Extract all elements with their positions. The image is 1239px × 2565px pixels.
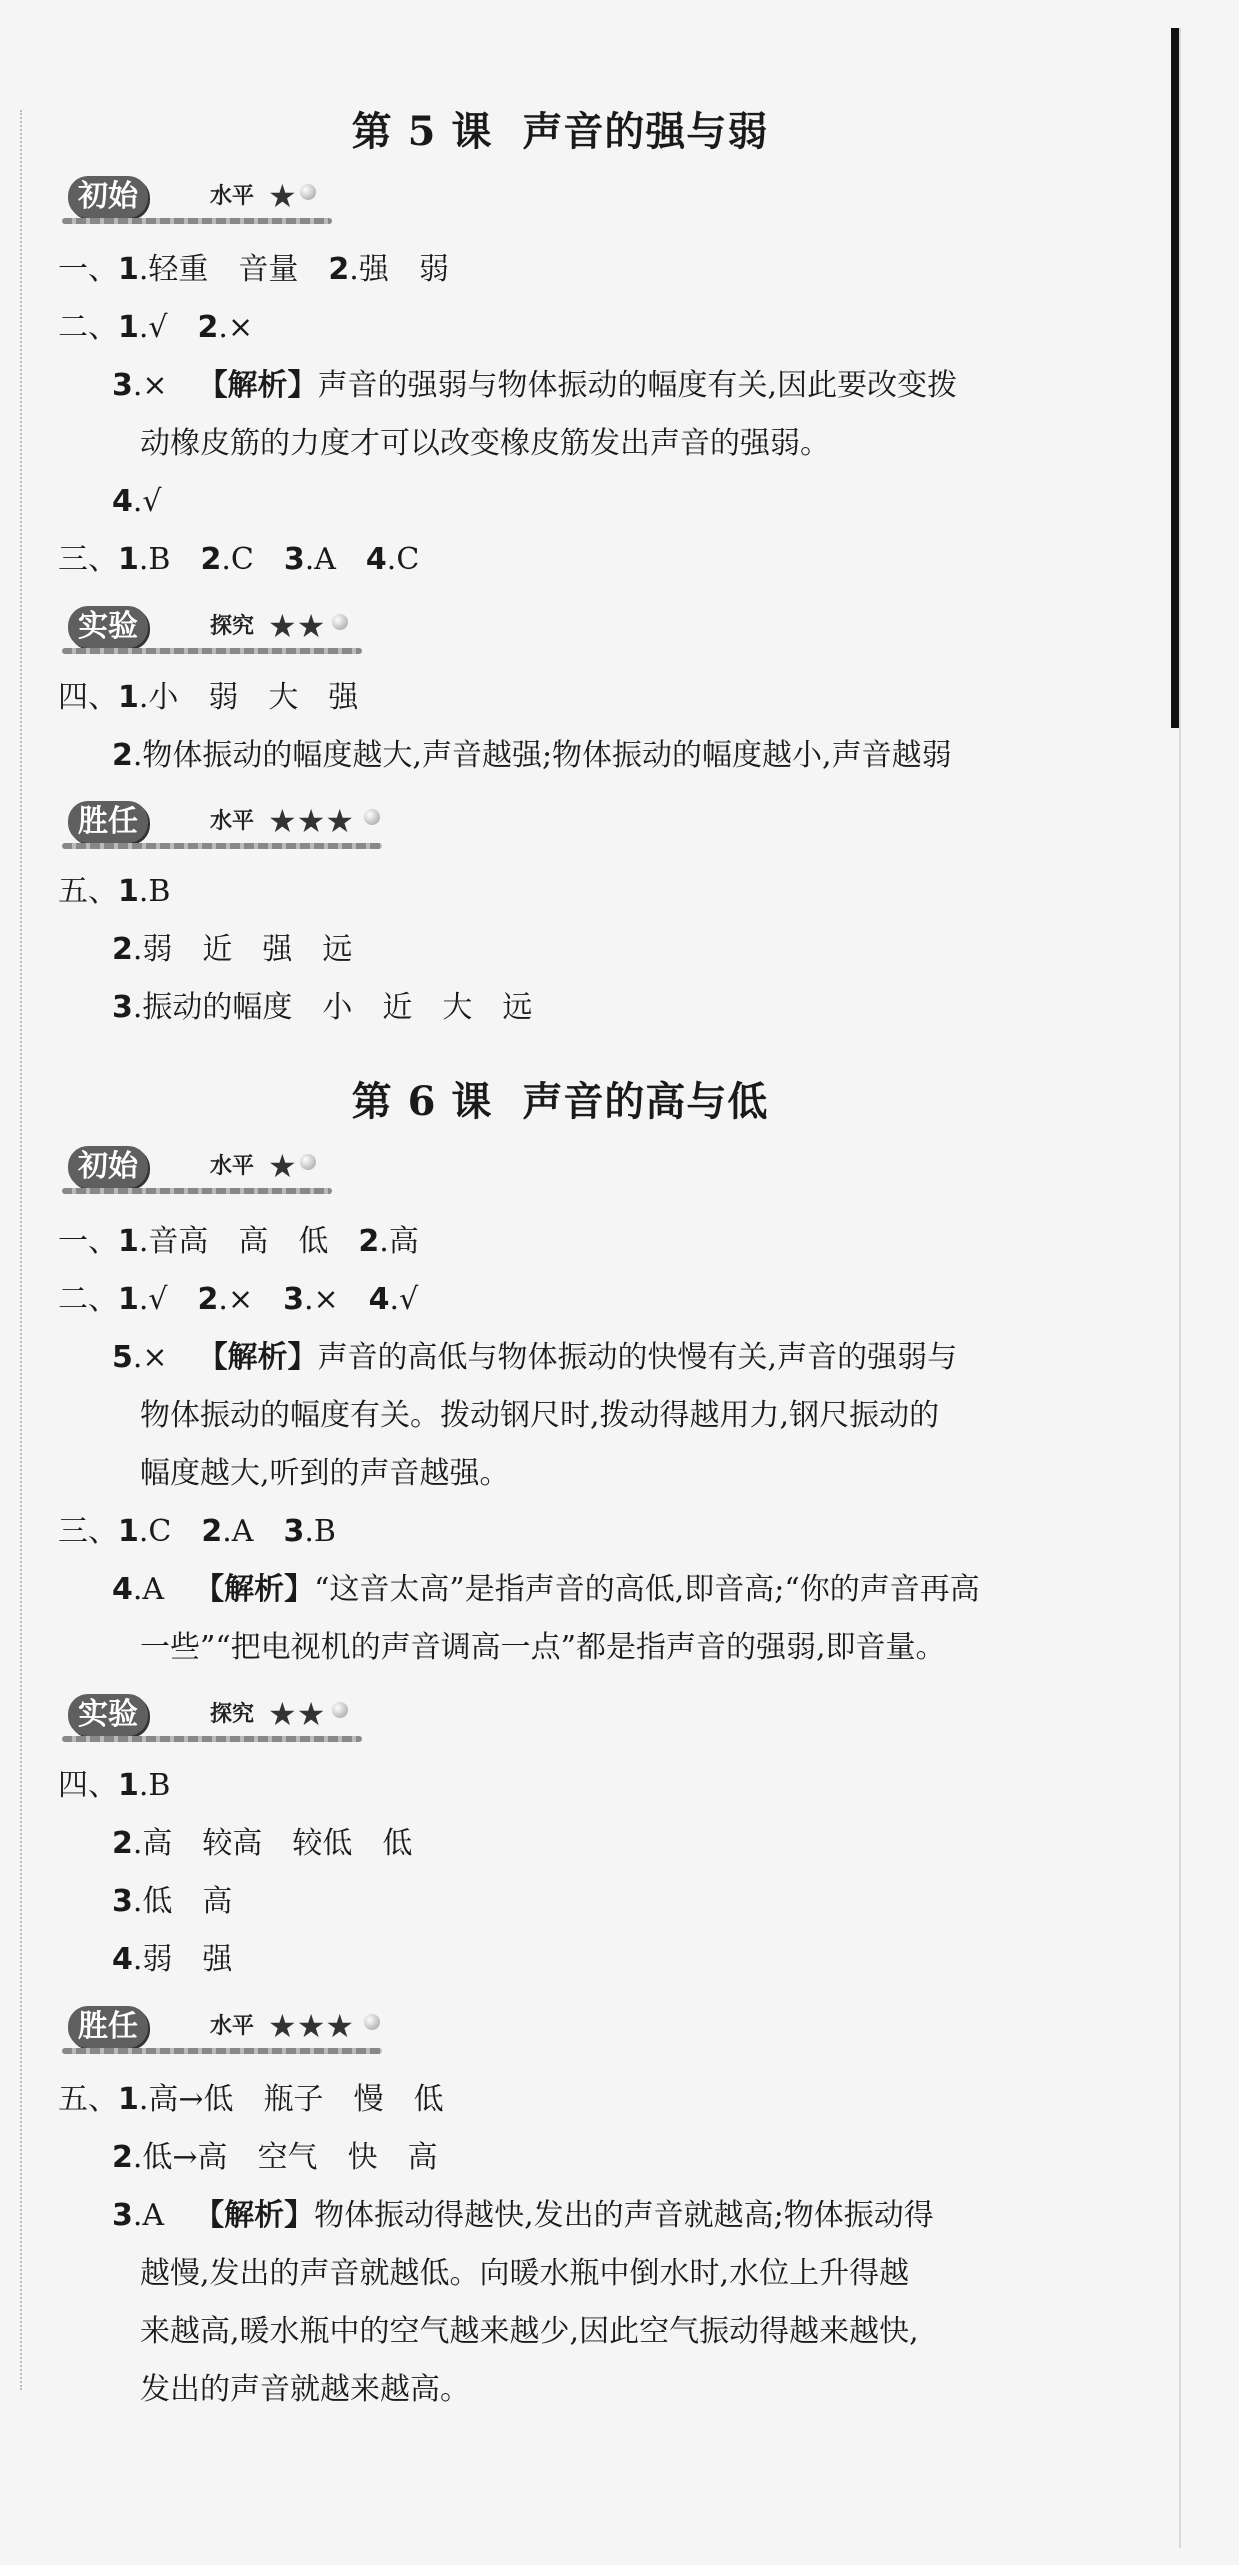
circle-icon <box>300 1154 316 1170</box>
item-number: 1 <box>118 680 139 715</box>
l6-line-4 <box>140 1396 939 1436</box>
badge-level: 水平 <box>210 2014 255 2039</box>
item-number: 2 <box>112 1826 133 1861</box>
answer: .强 <box>349 252 389 287</box>
l5-line-3 <box>112 366 957 406</box>
section-number: 四、 <box>58 680 118 715</box>
item-number: 2 <box>200 542 222 577</box>
l6-line-16 <box>140 2254 909 2294</box>
badge-tag: 初始 <box>68 176 148 218</box>
answer: 强 <box>202 1942 233 1977</box>
l5-line-7 <box>58 678 358 718</box>
item-number: 3 <box>112 990 133 1025</box>
l5-line-11 <box>112 988 532 1028</box>
answer: .× <box>218 1282 254 1317</box>
item-number: 1 <box>118 2082 139 2117</box>
item-number: 4 <box>365 542 387 577</box>
item-number: 2 <box>201 1514 223 1549</box>
item-number: 1 <box>118 1224 139 1259</box>
l6-line-9 <box>58 1766 170 1806</box>
explanation-text: 声音的强弱与物体振动的幅度有关,因此要改变拨 <box>317 368 958 403</box>
answer: .B <box>138 542 171 577</box>
l5-line-1 <box>58 250 449 290</box>
badge-tag: 胜任 <box>68 2006 148 2048</box>
answer: .音高 <box>138 1224 209 1259</box>
item-number: 2 <box>197 310 219 345</box>
answer: .× <box>218 310 254 345</box>
badge-tag: 实验 <box>68 1694 148 1736</box>
answer: .A <box>132 2198 165 2233</box>
l6-line-8 <box>140 1628 946 1668</box>
answer: 远 <box>502 990 533 1025</box>
l6-line-6 <box>58 1512 336 1552</box>
lesson5-title-number: 第 5 课 <box>351 108 493 155</box>
answer: 近 <box>202 932 233 967</box>
l5-line-10 <box>112 930 352 970</box>
star-icon: ★★ <box>268 1695 326 1733</box>
item-number: 2 <box>112 738 133 773</box>
answer: 高 <box>202 1884 233 1919</box>
answer: .物体振动的幅度越大,声音越强;物体振动的幅度越小,声音越弱 <box>132 738 952 773</box>
wave-underline <box>62 648 362 654</box>
answer: .C <box>138 1514 172 1549</box>
item-number: 1 <box>118 1514 139 1549</box>
answer: .× <box>303 1282 339 1317</box>
analysis-tag: 【解析】 <box>194 1572 315 1607</box>
item-number: 4 <box>112 1572 133 1607</box>
l6-line-17 <box>140 2312 919 2352</box>
answer: .C <box>221 542 254 577</box>
section-number: 四、 <box>58 1768 118 1803</box>
answer: .弱 <box>132 1942 173 1977</box>
answer: .√ <box>138 310 168 345</box>
l5-line-8 <box>112 736 952 776</box>
circle-icon <box>364 809 380 825</box>
item-number: 5 <box>112 1340 133 1375</box>
lesson5-title <box>0 100 1120 157</box>
wave-underline <box>62 1736 362 1742</box>
wave-underline <box>62 1188 332 1194</box>
answer: 高 <box>407 2140 438 2175</box>
answer: .√ <box>132 484 162 519</box>
star-icon: ★ <box>268 1147 297 1185</box>
wave-underline <box>62 843 382 849</box>
answer: .A <box>222 1514 254 1549</box>
page-edge-bar <box>1171 28 1179 728</box>
answer: .振动的幅度 <box>132 990 293 1025</box>
section-number: 三、 <box>58 542 118 577</box>
answer: 高 <box>238 1224 269 1259</box>
answer: 低 <box>382 1826 413 1861</box>
section-number: 五、 <box>58 2082 118 2117</box>
l6-line-7 <box>112 1570 980 1610</box>
item-number: 3 <box>283 542 305 577</box>
lesson6-title-number: 第 6 课 <box>351 1078 493 1125</box>
answer: .低 <box>132 1884 173 1919</box>
answer: .高 <box>132 1826 173 1861</box>
l5-line-9 <box>58 872 170 912</box>
badge-tag: 实验 <box>68 606 148 648</box>
explanation-text: 发出的声音就越来越高。 <box>140 2372 470 2407</box>
answer: 大 <box>442 990 473 1025</box>
answer: .× <box>132 368 168 403</box>
l5-line-6 <box>58 540 419 580</box>
item-number: 2 <box>358 1224 380 1259</box>
badge-level: 水平 <box>210 809 255 834</box>
explanation-text: 幅度越大,听到的声音越强。 <box>140 1456 510 1491</box>
answer: .小 <box>138 680 179 715</box>
l6-line-15 <box>112 2196 934 2236</box>
item-number: 4 <box>112 1942 133 1977</box>
l6-line-12 <box>112 1940 232 1980</box>
star-icon: ★ <box>268 177 297 215</box>
analysis-tag: 【解析】 <box>194 2198 315 2233</box>
item-number: 3 <box>112 1884 133 1919</box>
item-number: 1 <box>118 874 139 909</box>
explanation-text: 越慢,发出的声音就越低。向暖水瓶中倒水时,水位上升得越 <box>140 2256 910 2291</box>
answer: .C <box>386 542 420 577</box>
lesson5-title-text: 声音的强与弱 <box>522 109 769 155</box>
answer: 远 <box>322 932 353 967</box>
item-number: 3 <box>112 2198 133 2233</box>
section-number: 一、 <box>58 1224 118 1259</box>
section-number: 五、 <box>58 874 118 909</box>
item-number: 2 <box>112 2140 133 2175</box>
circle-icon <box>300 184 316 200</box>
badge-tag: 初始 <box>68 1146 148 1188</box>
item-number: 2 <box>328 252 350 287</box>
explanation-text: 来越高,暖水瓶中的空气越来越少,因此空气振动得越来越快, <box>140 2314 919 2349</box>
answer: 强 <box>328 680 359 715</box>
answer: 弱 <box>208 680 239 715</box>
answer: .B <box>138 1768 171 1803</box>
item-number: 1 <box>118 252 139 287</box>
item-number: 1 <box>118 310 139 345</box>
l6-line-10 <box>112 1824 412 1864</box>
answer: .低→高 <box>132 2140 228 2175</box>
item-number: 1 <box>118 1282 139 1317</box>
answer: .弱 <box>132 932 173 967</box>
item-number: 3 <box>283 1282 304 1317</box>
section-number: 二、 <box>58 310 118 345</box>
explanation-text: 声音的高低与物体振动的快慢有关,声音的强弱与 <box>317 1340 958 1375</box>
section-number: 三、 <box>58 1514 118 1549</box>
section-number: 二、 <box>58 1282 118 1317</box>
answer: 慢 <box>353 2082 384 2117</box>
answer: 低 <box>298 1224 329 1259</box>
wave-underline <box>62 2048 382 2054</box>
answer: .轻重 <box>138 252 209 287</box>
answer: 较低 <box>292 1826 353 1861</box>
explanation-text: 一些”“把电视机的声音调高一点”都是指声音的强弱,即音量。 <box>140 1630 946 1665</box>
circle-icon <box>364 2014 380 2030</box>
answer: 音量 <box>238 252 299 287</box>
answer: 小 <box>322 990 353 1025</box>
l6-line-3 <box>112 1338 957 1378</box>
item-number: 3 <box>283 1514 305 1549</box>
lesson5-badge-competent <box>60 795 380 851</box>
item-number: 4 <box>368 1282 390 1317</box>
l6-line-2 <box>58 1280 418 1320</box>
section-number: 一、 <box>58 252 118 287</box>
analysis-tag: 【解析】 <box>197 368 318 403</box>
star-icon: ★★★ <box>268 2007 355 2045</box>
wave-underline <box>62 218 332 224</box>
explanation-text: 物体振动的幅度有关。拨动钢尺时,拨动得越用力,钢尺振动的 <box>140 1398 940 1433</box>
l6-line-18 <box>140 2370 470 2410</box>
l6-line-14 <box>112 2138 438 2178</box>
l6-line-1 <box>58 1222 419 1262</box>
answer: 弱 <box>418 252 449 287</box>
lesson6-badge-initial <box>60 1140 380 1196</box>
answer: 低 <box>413 2082 444 2117</box>
explanation-text: 物体振动得越快,发出的声音就越高;物体振动得 <box>314 2198 934 2233</box>
star-icon: ★★ <box>268 607 326 645</box>
explanation-text: “这音太高”是指声音的高低,即音高;“你的声音再高 <box>314 1572 980 1607</box>
badge-level: 探究 <box>210 614 255 639</box>
badge-level: 水平 <box>210 1154 255 1179</box>
answer: .高→低 <box>138 2082 234 2117</box>
analysis-tag: 【解析】 <box>197 1340 318 1375</box>
l5-line-5 <box>112 482 162 522</box>
circle-icon <box>332 1702 348 1718</box>
item-number: 3 <box>112 368 133 403</box>
answer: 近 <box>382 990 413 1025</box>
lesson6-badge-experiment <box>60 1688 380 1744</box>
lesson6-title <box>0 1070 1120 1127</box>
item-number: 1 <box>118 542 139 577</box>
binding-margin-line <box>20 110 22 2390</box>
answer: .B <box>138 874 171 909</box>
l5-line-4 <box>140 424 830 464</box>
answer: .A <box>304 542 336 577</box>
answer: .√ <box>389 1282 419 1317</box>
answer: .高 <box>379 1224 419 1259</box>
badge-tag: 胜任 <box>68 801 148 843</box>
answer: 大 <box>268 680 299 715</box>
circle-icon <box>332 614 348 630</box>
item-number: 1 <box>118 1768 139 1803</box>
item-number: 2 <box>112 932 133 967</box>
answer: 瓶子 <box>263 2082 324 2117</box>
answer: .B <box>304 1514 336 1549</box>
badge-level: 水平 <box>210 184 255 209</box>
page-edge-line <box>1179 28 1181 2548</box>
lesson6-badge-competent <box>60 2000 380 2056</box>
l5-line-2 <box>58 308 253 348</box>
answer: .A <box>132 1572 165 1607</box>
item-number: 4 <box>112 484 133 519</box>
lesson6-title-text: 声音的高与低 <box>522 1079 769 1125</box>
l6-line-13 <box>58 2080 444 2120</box>
answer: 强 <box>262 932 293 967</box>
l6-line-5 <box>140 1454 510 1494</box>
badge-level: 探究 <box>210 1702 255 1727</box>
star-icon: ★★★ <box>268 802 355 840</box>
lesson5-badge-experiment <box>60 600 380 656</box>
explanation-text: 动橡皮筋的力度才可以改变橡皮筋发出声音的强弱。 <box>140 426 830 461</box>
answer: .√ <box>138 1282 168 1317</box>
answer: .× <box>132 1340 168 1375</box>
answer: 快 <box>347 2140 378 2175</box>
answer: 空气 <box>257 2140 318 2175</box>
answer: 较高 <box>202 1826 263 1861</box>
lesson5-badge-initial <box>60 170 380 226</box>
l6-line-11 <box>112 1882 232 1922</box>
item-number: 2 <box>197 1282 219 1317</box>
